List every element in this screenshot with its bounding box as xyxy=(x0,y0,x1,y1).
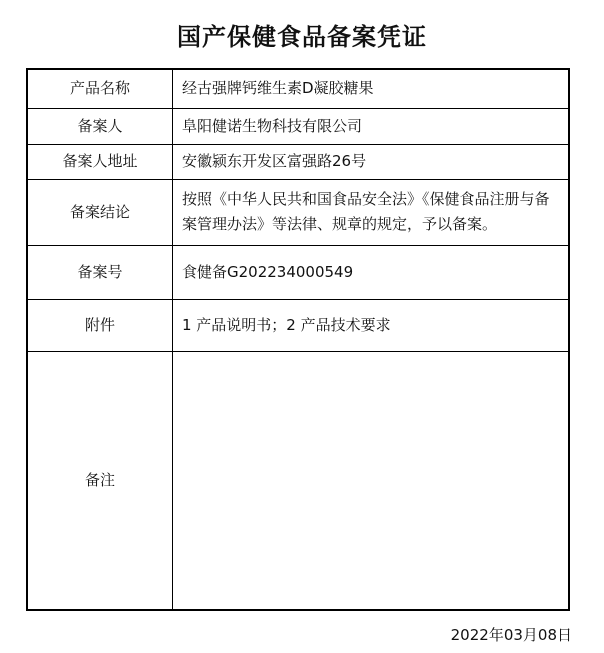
conclusion-value: 按照《中华人民共和国食品安全法》《保健食品注册与备案管理办法》等法律、规章的规定，予以备案。 xyxy=(173,179,570,245)
table-row-product-name xyxy=(27,69,569,108)
table-row-conclusion xyxy=(27,179,569,245)
issue-date: 2022年03月08日 xyxy=(450,626,572,644)
product-name-label: 产品名称 xyxy=(27,69,173,108)
product-name-value: 经古强牌钙维生素D凝胶糖果 xyxy=(173,69,570,108)
conclusion-label: 备案结论 xyxy=(27,179,173,245)
table-row-filer xyxy=(27,108,569,144)
filer-value: 阜阳健诺生物科技有限公司 xyxy=(173,108,570,144)
remarks-value xyxy=(173,351,570,610)
filer-address-label: 备案人地址 xyxy=(27,144,173,179)
table-row-record-number xyxy=(27,245,569,299)
record-number-value: 食健备G202234000549 xyxy=(173,245,570,299)
attachments-value: 1 产品说明书；2 产品技术要求 xyxy=(173,299,570,351)
table-row-attachments xyxy=(27,299,569,351)
remarks-label: 备注 xyxy=(27,351,173,610)
attachments-label: 附件 xyxy=(27,299,173,351)
table-row-filer-address xyxy=(27,144,569,179)
record-number-label: 备案号 xyxy=(27,245,173,299)
filer-address-value: 安徽颍东开发区富强路26号 xyxy=(173,144,570,179)
document-title: 国产保健食品备案凭证 xyxy=(177,22,427,51)
filer-label: 备案人 xyxy=(27,108,173,144)
table-row-remarks xyxy=(27,351,569,610)
record-table xyxy=(26,68,570,611)
